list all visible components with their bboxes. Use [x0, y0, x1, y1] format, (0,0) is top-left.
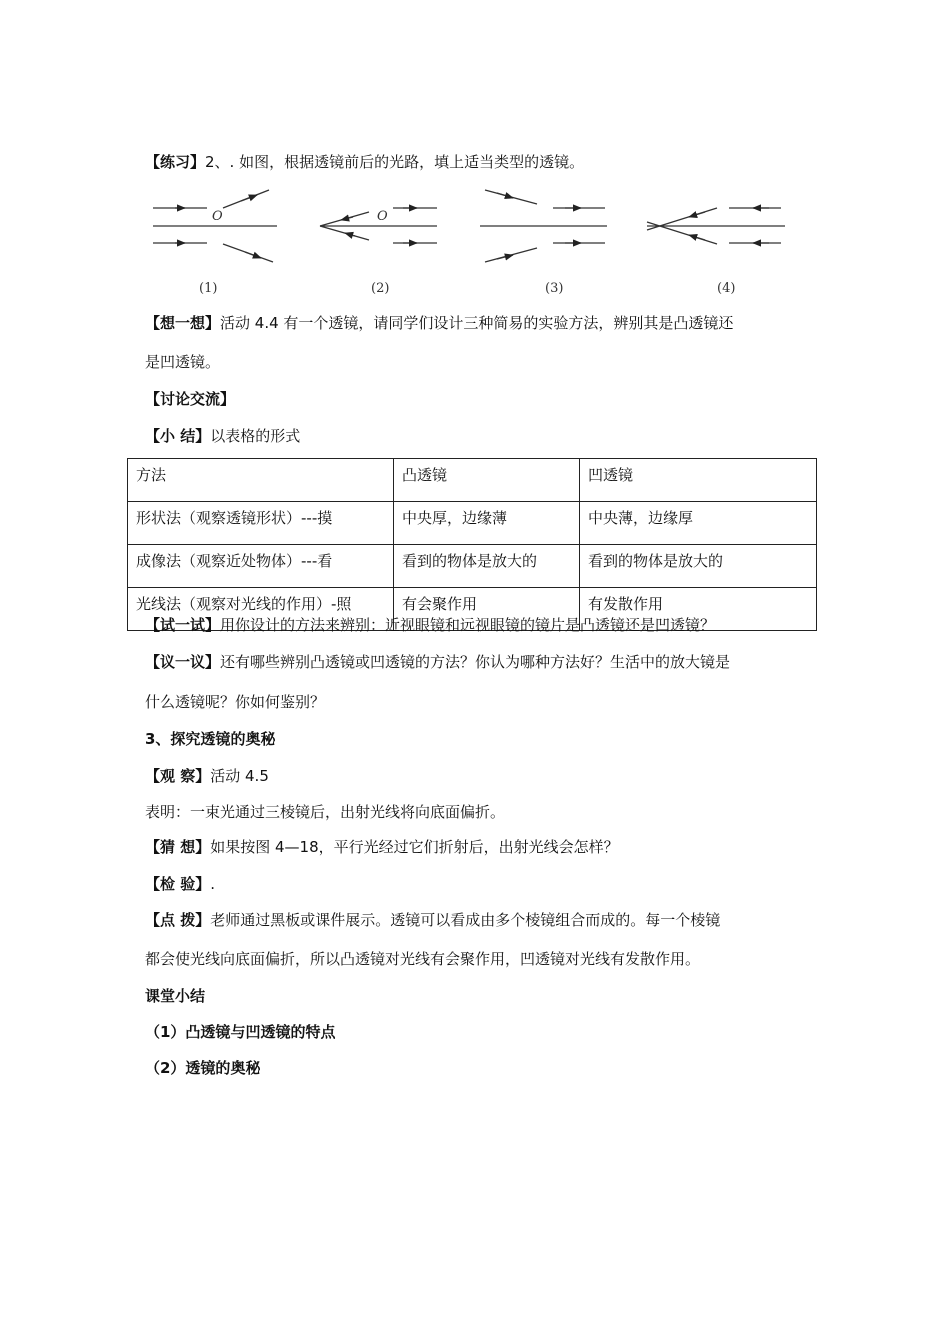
practice-text: 2、. 如图，根据透镜前后的光路，填上适当类型的透镜。	[205, 153, 585, 171]
guess-line	[145, 837, 619, 857]
table-cell: 有发散作用	[580, 588, 817, 631]
point-tag: 【点 拨】	[145, 911, 211, 929]
try-line	[145, 615, 715, 635]
class-summary-item-1: （1）凸透镜与凹透镜的特点	[145, 1023, 336, 1041]
guess-tag: 【猜 想】	[145, 838, 211, 856]
section-3-title: 3、探究透镜的奥秘	[145, 730, 276, 748]
summary-text: 以表格的形式	[210, 427, 301, 445]
lens-ray-diagrams	[145, 182, 810, 302]
verify-tag: 【检 验】	[145, 875, 211, 893]
diagram-4	[647, 208, 785, 244]
table-cell: 有会聚作用	[394, 588, 580, 631]
table-row	[128, 545, 817, 588]
diagram-label-1: (1)	[199, 281, 218, 296]
try-text: 用你设计的方法来辨别：近视眼镜和远视眼镜的镜片是凸透镜还是凹透镜？	[220, 616, 716, 634]
lens-comparison-table	[127, 458, 817, 631]
class-summary-item-2: （2）透镜的奥秘	[145, 1059, 261, 1077]
shows-line: 表明：一束光通过三棱镜后，出射光线将向底面偏折。	[145, 803, 506, 821]
observe-text: 活动 4.5	[210, 767, 269, 785]
table-cell: 看到的物体是放大的	[580, 545, 817, 588]
think-text-2: 是凹透镜。	[145, 353, 221, 371]
table-cell: 形状法（观察透镜形状）---摸	[128, 502, 394, 545]
class-summary-title: 课堂小结	[145, 987, 206, 1005]
table-row	[128, 502, 817, 545]
summary-line	[145, 426, 300, 446]
focus-label-1: O	[212, 209, 223, 224]
think-text-1: 活动 4.4 有一个透镜，请同学们设计三种简易的实验方法，辨别其是凸透镜还	[220, 314, 734, 332]
diagram-label-2: (2)	[371, 281, 390, 296]
guess-text: 如果按图 4—18，平行光经过它们折射后，出射光线会怎样？	[210, 838, 619, 856]
observe-tag: 【观 察】	[145, 767, 211, 785]
debate-text-2: 什么透镜呢？你如何鉴别？	[145, 693, 326, 711]
table-cell: 中央厚，边缘薄	[394, 502, 580, 545]
focus-label-2: O	[377, 209, 388, 224]
debate-text-1: 还有哪些辨别凸透镜或凹透镜的方法？你认为哪种方法好？生活中的放大镜是	[220, 653, 731, 671]
table-cell: 光线法（观察对光线的作用）-照	[128, 588, 394, 631]
point-line-2	[145, 949, 700, 969]
discuss-line	[145, 389, 235, 409]
table-header-cell: 凹透镜	[580, 459, 817, 502]
debate-tag: 【议一议】	[145, 653, 221, 671]
observe-line	[145, 766, 269, 786]
table-cell: 成像法（观察近处物体）---看	[128, 545, 394, 588]
point-text-1: 老师通过黑板或课件展示。透镜可以看成由多个棱镜组合而成的。每一个棱镜	[210, 911, 721, 929]
diagram-label-3: (3)	[545, 281, 564, 296]
point-text-2: 都会使光线向底面偏折，所以凸透镜对光线有会聚作用，凹透镜对光线有发散作用。	[145, 950, 701, 968]
table-cell: 看到的物体是放大的	[394, 545, 580, 588]
try-tag: 【试一试】	[145, 616, 221, 634]
point-line-1	[145, 910, 720, 930]
table-cell: 中央薄，边缘厚	[580, 502, 817, 545]
discuss-tag: 【讨论交流】	[145, 390, 236, 408]
table-header-row	[128, 459, 817, 502]
debate-line-1	[145, 652, 730, 672]
practice-tag: 【练习】	[145, 153, 206, 171]
diagram-3	[480, 190, 607, 262]
debate-line-2	[145, 692, 325, 712]
think-line-1	[145, 313, 733, 333]
practice-line	[145, 152, 584, 172]
table-header-cell: 凸透镜	[394, 459, 580, 502]
verify-line	[145, 874, 215, 894]
think-tag: 【想一想】	[145, 314, 221, 332]
diagram-1	[153, 190, 277, 262]
summary-tag: 【小 结】	[145, 427, 211, 445]
diagram-label-4: (4)	[717, 281, 736, 296]
table-header-cell: 方法	[128, 459, 394, 502]
think-line-2	[145, 352, 220, 372]
verify-text: .	[210, 875, 216, 893]
